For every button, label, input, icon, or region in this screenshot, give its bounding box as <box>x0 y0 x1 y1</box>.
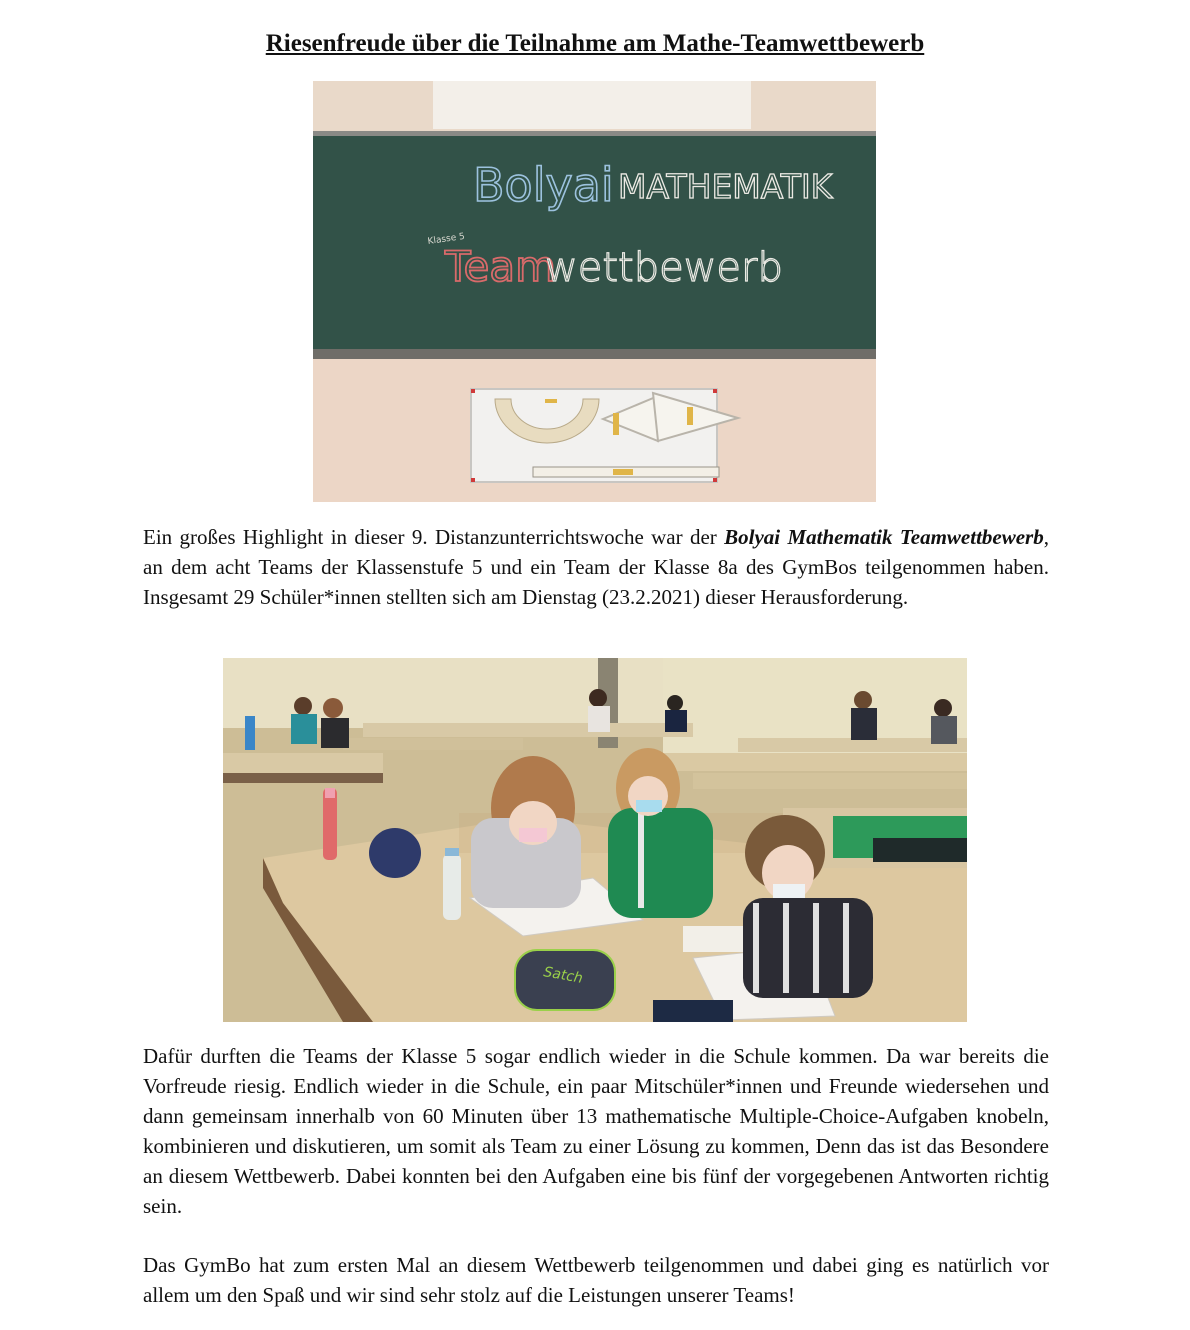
paragraph-intro-text-1: Ein großes Highlight in dieser 9. Distanzunterrichtswoche war der <box>143 525 725 549</box>
board-word-mathematik: MATHEMATIK <box>618 167 833 206</box>
paragraph-intro <box>143 522 1049 612</box>
pencil-case-label: Satch <box>542 964 585 987</box>
chalkboard-photo <box>313 81 876 502</box>
competition-name: Bolyai Mathematik Teamwettbewerb <box>724 525 1044 549</box>
paragraph-conclusion: Das GymBo hat zum ersten Mal an diesem Wettbewerb teilgenommen und dabei ging es natürlich vor allem um den Spaß und wir sind sehr stolz auf die Leistungen unserer Teams! <box>143 1253 1049 1307</box>
classroom-photo <box>223 658 967 1022</box>
board-small-klasse: Klasse 5 <box>427 231 466 247</box>
board-word-wettbewerb: wettbewerb <box>545 245 783 291</box>
board-word-bolyai: Bolyai <box>473 158 614 212</box>
paragraph-details: Dafür durften die Teams der Klasse 5 sogar endlich wieder in die Schule kommen. Da war bereits die Vorfreude riesig. Endlich wieder in die Schule, ein paar Mitschüler*innen und Freunde wiedersehen und dann gemeinsam innerhalb von 60 Minuten über 13 mathematische Multiple-Choice-Aufgaben knobeln, kombinieren und diskutieren, um somit als Team zu einer Lösung zu kommen, Denn das ist das Besondere an diesem Wettbewerb. Dabei konnten bei den Aufgaben eine bis fünf der vorgegebenen Antworten richtig sein. <box>143 1044 1049 1218</box>
article-title: Riesenfreude über die Teilnahme am Mathe-Teamwettbewerb <box>265 30 925 57</box>
board-word-team: Team <box>445 242 557 291</box>
paragraph-intro-text-2: , an dem acht Teams der Klassenstufe 5 und ein Team der Klasse 8a des GymBos teilgenommen haben. Insgesamt 29 Schüler*innen stellten sich am Dienstag (23.2.2021) dieser Herausforderung. <box>143 525 1049 609</box>
